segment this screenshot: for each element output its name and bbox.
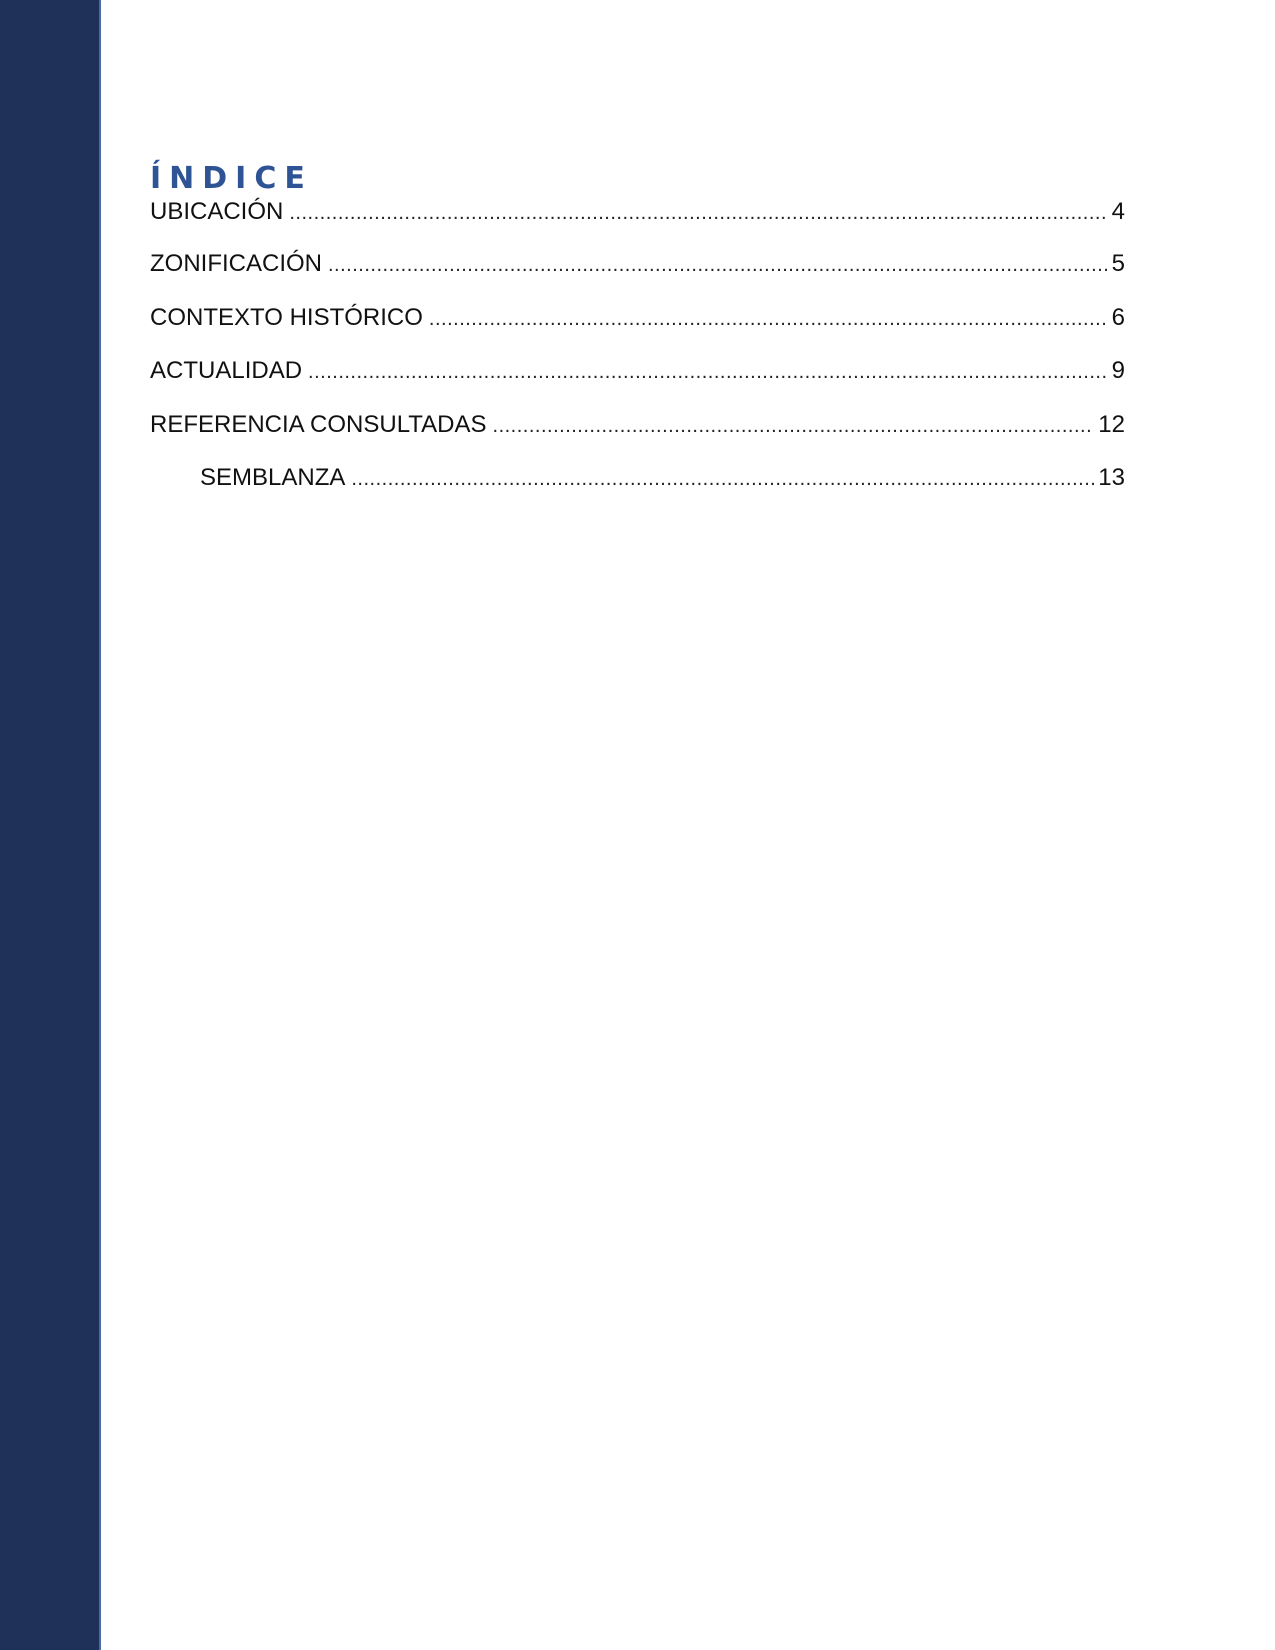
toc-entry-page: 6 [1111, 303, 1125, 331]
toc-list [150, 198, 1125, 518]
toc-entry-label: CONTEXTO HISTÓRICO [150, 303, 423, 331]
toc-dot-leader [493, 415, 1095, 438]
toc-entry-referencia-consultadas[interactable] [150, 411, 1125, 465]
toc-entry-label: SEMBLANZA [200, 464, 346, 492]
toc-entry-label: ACTUALIDAD [150, 357, 303, 385]
toc-dot-leader [429, 308, 1108, 331]
toc-entry-page: 13 [1098, 464, 1125, 492]
toc-dot-leader [308, 361, 1108, 384]
toc-entry-ubicacion[interactable] [150, 198, 1125, 250]
toc-entry-page: 12 [1098, 410, 1125, 438]
toc-entry-label: REFERENCIA CONSULTADAS [150, 410, 487, 438]
toc-entry-page: 4 [1111, 198, 1125, 225]
toc-entry-zonificacion[interactable] [150, 250, 1125, 304]
toc-entry-contexto-historico[interactable] [150, 304, 1125, 358]
toc-dot-leader [351, 468, 1094, 491]
table-of-contents [150, 160, 1125, 518]
toc-entry-semblanza[interactable] [150, 464, 1125, 518]
toc-entry-actualidad[interactable] [150, 357, 1125, 411]
toc-entry-label: UBICACIÓN [150, 198, 284, 225]
toc-dot-leader [289, 202, 1107, 225]
toc-entry-label: ZONIFICACIÓN [150, 250, 322, 277]
toc-title: ÍNDICE [150, 161, 313, 196]
toc-entry-page: 9 [1111, 357, 1125, 385]
side-color-band [0, 0, 101, 1650]
toc-dot-leader [328, 254, 1108, 277]
toc-entry-page: 5 [1111, 250, 1125, 277]
